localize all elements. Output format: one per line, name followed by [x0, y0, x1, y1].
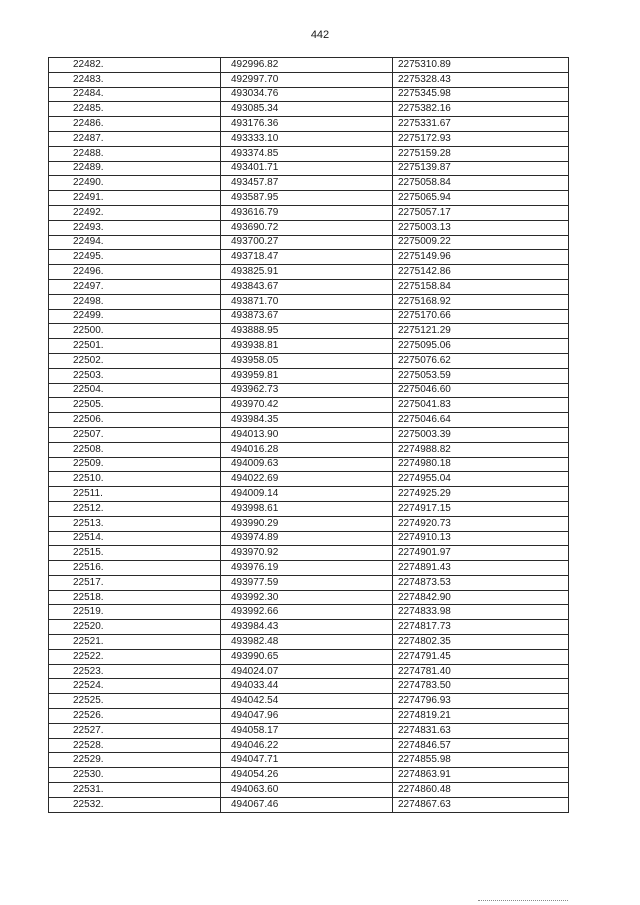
x-coordinate-cell: 493825.91 — [221, 265, 393, 280]
y-coordinate-cell: 2274819.21 — [393, 709, 569, 724]
page-number: 442 — [310, 29, 330, 41]
table-row — [49, 649, 569, 664]
x-coordinate-cell: 493333.10 — [221, 131, 393, 146]
x-coordinate-cell: 493700.27 — [221, 235, 393, 250]
table-row — [49, 620, 569, 635]
y-coordinate-cell: 2275058.84 — [393, 176, 569, 191]
y-coordinate-cell: 2274855.98 — [393, 753, 569, 768]
y-coordinate-cell: 2275009.22 — [393, 235, 569, 250]
point-number-cell: 22519. — [49, 605, 221, 620]
y-coordinate-cell: 2275076.62 — [393, 353, 569, 368]
table-row — [49, 368, 569, 383]
table-row — [49, 87, 569, 102]
point-number-cell: 22506. — [49, 413, 221, 428]
table-row — [49, 58, 569, 73]
y-coordinate-cell: 2275331.67 — [393, 117, 569, 132]
table-row — [49, 442, 569, 457]
point-number-cell: 22504. — [49, 383, 221, 398]
y-coordinate-cell: 2274901.97 — [393, 546, 569, 561]
table-row — [49, 546, 569, 561]
y-coordinate-cell: 2274781.40 — [393, 664, 569, 679]
x-coordinate-cell: 493992.66 — [221, 605, 393, 620]
table-row — [49, 723, 569, 738]
y-coordinate-cell: 2275139.87 — [393, 161, 569, 176]
y-coordinate-cell: 2275382.16 — [393, 102, 569, 117]
point-number-cell: 22507. — [49, 427, 221, 442]
point-number-cell: 22497. — [49, 279, 221, 294]
table-row — [49, 339, 569, 354]
point-number-cell: 22517. — [49, 575, 221, 590]
x-coordinate-cell: 493990.65 — [221, 649, 393, 664]
table-body — [49, 58, 569, 813]
point-number-cell: 22520. — [49, 620, 221, 635]
y-coordinate-cell: 2275003.39 — [393, 427, 569, 442]
y-coordinate-cell: 2275172.93 — [393, 131, 569, 146]
x-coordinate-cell: 493990.29 — [221, 516, 393, 531]
x-coordinate-cell: 493374.85 — [221, 146, 393, 161]
point-number-cell: 22492. — [49, 205, 221, 220]
point-number-cell: 22532. — [49, 797, 221, 812]
y-coordinate-cell: 2275046.60 — [393, 383, 569, 398]
x-coordinate-cell: 494054.26 — [221, 768, 393, 783]
y-coordinate-cell: 2274910.13 — [393, 531, 569, 546]
point-number-cell: 22531. — [49, 783, 221, 798]
x-coordinate-cell: 493976.19 — [221, 561, 393, 576]
table-row — [49, 102, 569, 117]
y-coordinate-cell: 2274796.93 — [393, 694, 569, 709]
table-row — [49, 235, 569, 250]
x-coordinate-cell: 494024.07 — [221, 664, 393, 679]
x-coordinate-cell: 494013.90 — [221, 427, 393, 442]
point-number-cell: 22516. — [49, 561, 221, 576]
y-coordinate-cell: 2275159.28 — [393, 146, 569, 161]
point-number-cell: 22521. — [49, 635, 221, 650]
point-number-cell: 22503. — [49, 368, 221, 383]
y-coordinate-cell: 2275046.64 — [393, 413, 569, 428]
table-row — [49, 398, 569, 413]
table-row — [49, 265, 569, 280]
x-coordinate-cell: 493034.76 — [221, 87, 393, 102]
point-number-cell: 22482. — [49, 58, 221, 73]
x-coordinate-cell: 493690.72 — [221, 220, 393, 235]
point-number-cell: 22505. — [49, 398, 221, 413]
x-coordinate-cell: 494009.14 — [221, 487, 393, 502]
y-coordinate-cell: 2274842.90 — [393, 590, 569, 605]
table-row — [49, 679, 569, 694]
x-coordinate-cell: 493587.95 — [221, 191, 393, 206]
x-coordinate-cell: 494067.46 — [221, 797, 393, 812]
point-number-cell: 22518. — [49, 590, 221, 605]
point-number-cell: 22523. — [49, 664, 221, 679]
table-row — [49, 561, 569, 576]
x-coordinate-cell: 494016.28 — [221, 442, 393, 457]
x-coordinate-cell: 493984.35 — [221, 413, 393, 428]
x-coordinate-cell: 494047.96 — [221, 709, 393, 724]
y-coordinate-cell: 2274917.15 — [393, 501, 569, 516]
point-number-cell: 22498. — [49, 294, 221, 309]
table-row — [49, 383, 569, 398]
table-row — [49, 161, 569, 176]
point-number-cell: 22495. — [49, 250, 221, 265]
table-row — [49, 516, 569, 531]
x-coordinate-cell: 493938.81 — [221, 339, 393, 354]
table-row — [49, 413, 569, 428]
table-row — [49, 309, 569, 324]
y-coordinate-cell: 2275041.83 — [393, 398, 569, 413]
point-number-cell: 22511. — [49, 487, 221, 502]
table-row — [49, 279, 569, 294]
x-coordinate-cell: 492996.82 — [221, 58, 393, 73]
x-coordinate-cell: 492997.70 — [221, 72, 393, 87]
point-number-cell: 22494. — [49, 235, 221, 250]
table-row — [49, 664, 569, 679]
y-coordinate-cell: 2274891.43 — [393, 561, 569, 576]
y-coordinate-cell: 2274791.45 — [393, 649, 569, 664]
point-number-cell: 22500. — [49, 324, 221, 339]
x-coordinate-cell: 493085.34 — [221, 102, 393, 117]
point-number-cell: 22514. — [49, 531, 221, 546]
x-coordinate-cell: 493457.87 — [221, 176, 393, 191]
y-coordinate-cell: 2275065.94 — [393, 191, 569, 206]
table-row — [49, 72, 569, 87]
point-number-cell: 22509. — [49, 457, 221, 472]
y-coordinate-cell: 2274867.63 — [393, 797, 569, 812]
point-number-cell: 22515. — [49, 546, 221, 561]
point-number-cell: 22491. — [49, 191, 221, 206]
y-coordinate-cell: 2274863.91 — [393, 768, 569, 783]
table-row — [49, 176, 569, 191]
y-coordinate-cell: 2274873.53 — [393, 575, 569, 590]
y-coordinate-cell: 2274846.57 — [393, 738, 569, 753]
point-number-cell: 22510. — [49, 472, 221, 487]
table-row — [49, 753, 569, 768]
x-coordinate-cell: 494022.69 — [221, 472, 393, 487]
point-number-cell: 22502. — [49, 353, 221, 368]
point-number-cell: 22486. — [49, 117, 221, 132]
table-row — [49, 250, 569, 265]
x-coordinate-cell: 493958.05 — [221, 353, 393, 368]
x-coordinate-cell: 493176.36 — [221, 117, 393, 132]
y-coordinate-cell: 2275142.86 — [393, 265, 569, 280]
table-row — [49, 531, 569, 546]
point-number-cell: 22490. — [49, 176, 221, 191]
point-number-cell: 22487. — [49, 131, 221, 146]
table-row — [49, 783, 569, 798]
x-coordinate-cell: 493888.95 — [221, 324, 393, 339]
point-number-cell: 22526. — [49, 709, 221, 724]
table-row — [49, 220, 569, 235]
point-number-cell: 22484. — [49, 87, 221, 102]
y-coordinate-cell: 2274920.73 — [393, 516, 569, 531]
point-number-cell: 22499. — [49, 309, 221, 324]
table-row — [49, 501, 569, 516]
point-number-cell: 22485. — [49, 102, 221, 117]
x-coordinate-cell: 493843.67 — [221, 279, 393, 294]
x-coordinate-cell: 494046.22 — [221, 738, 393, 753]
table-row — [49, 590, 569, 605]
point-number-cell: 22512. — [49, 501, 221, 516]
table-row — [49, 294, 569, 309]
x-coordinate-cell: 493718.47 — [221, 250, 393, 265]
y-coordinate-cell: 2274925.29 — [393, 487, 569, 502]
y-coordinate-cell: 2274833.98 — [393, 605, 569, 620]
y-coordinate-cell: 2275170.66 — [393, 309, 569, 324]
y-coordinate-cell: 2275095.06 — [393, 339, 569, 354]
y-coordinate-cell: 2275057.17 — [393, 205, 569, 220]
coordinates-table — [48, 57, 569, 813]
table-row — [49, 324, 569, 339]
point-number-cell: 22530. — [49, 768, 221, 783]
table-row — [49, 131, 569, 146]
table-row — [49, 605, 569, 620]
point-number-cell: 22527. — [49, 723, 221, 738]
x-coordinate-cell: 493982.48 — [221, 635, 393, 650]
x-coordinate-cell: 493871.70 — [221, 294, 393, 309]
x-coordinate-cell: 493974.89 — [221, 531, 393, 546]
x-coordinate-cell: 494047.71 — [221, 753, 393, 768]
point-number-cell: 22529. — [49, 753, 221, 768]
y-coordinate-cell: 2274831.63 — [393, 723, 569, 738]
x-coordinate-cell: 493616.79 — [221, 205, 393, 220]
point-number-cell: 22513. — [49, 516, 221, 531]
table-row — [49, 487, 569, 502]
point-number-cell: 22489. — [49, 161, 221, 176]
table-row — [49, 205, 569, 220]
point-number-cell: 22488. — [49, 146, 221, 161]
table-row — [49, 738, 569, 753]
footer-dotted-line — [478, 900, 568, 901]
table-row — [49, 472, 569, 487]
table-row — [49, 575, 569, 590]
table-row — [49, 694, 569, 709]
y-coordinate-cell: 2275158.84 — [393, 279, 569, 294]
point-number-cell: 22524. — [49, 679, 221, 694]
y-coordinate-cell: 2275345.98 — [393, 87, 569, 102]
table-row — [49, 457, 569, 472]
y-coordinate-cell: 2275149.96 — [393, 250, 569, 265]
x-coordinate-cell: 493962.73 — [221, 383, 393, 398]
y-coordinate-cell: 2275328.43 — [393, 72, 569, 87]
point-number-cell: 22522. — [49, 649, 221, 664]
y-coordinate-cell: 2274802.35 — [393, 635, 569, 650]
y-coordinate-cell: 2274980.18 — [393, 457, 569, 472]
table-row — [49, 117, 569, 132]
y-coordinate-cell: 2275121.29 — [393, 324, 569, 339]
x-coordinate-cell: 494033.44 — [221, 679, 393, 694]
x-coordinate-cell: 493970.92 — [221, 546, 393, 561]
table-row — [49, 635, 569, 650]
x-coordinate-cell: 494042.54 — [221, 694, 393, 709]
x-coordinate-cell: 493998.61 — [221, 501, 393, 516]
table-row — [49, 353, 569, 368]
point-number-cell: 22508. — [49, 442, 221, 457]
table-row — [49, 146, 569, 161]
x-coordinate-cell: 493977.59 — [221, 575, 393, 590]
y-coordinate-cell: 2275053.59 — [393, 368, 569, 383]
x-coordinate-cell: 493401.71 — [221, 161, 393, 176]
y-coordinate-cell: 2274817.73 — [393, 620, 569, 635]
table-row — [49, 768, 569, 783]
point-number-cell: 22496. — [49, 265, 221, 280]
x-coordinate-cell: 494058.17 — [221, 723, 393, 738]
x-coordinate-cell: 493970.42 — [221, 398, 393, 413]
y-coordinate-cell: 2274955.04 — [393, 472, 569, 487]
point-number-cell: 22525. — [49, 694, 221, 709]
y-coordinate-cell: 2274988.82 — [393, 442, 569, 457]
point-number-cell: 22528. — [49, 738, 221, 753]
x-coordinate-cell: 493873.67 — [221, 309, 393, 324]
y-coordinate-cell: 2274860.48 — [393, 783, 569, 798]
x-coordinate-cell: 493992.30 — [221, 590, 393, 605]
x-coordinate-cell: 493984.43 — [221, 620, 393, 635]
table-row — [49, 709, 569, 724]
y-coordinate-cell: 2275310.89 — [393, 58, 569, 73]
x-coordinate-cell: 494009.63 — [221, 457, 393, 472]
table-row — [49, 427, 569, 442]
y-coordinate-cell: 2275003.13 — [393, 220, 569, 235]
y-coordinate-cell: 2274783.50 — [393, 679, 569, 694]
x-coordinate-cell: 493959.81 — [221, 368, 393, 383]
table-row — [49, 191, 569, 206]
point-number-cell: 22501. — [49, 339, 221, 354]
point-number-cell: 22483. — [49, 72, 221, 87]
y-coordinate-cell: 2275168.92 — [393, 294, 569, 309]
table-row — [49, 797, 569, 812]
x-coordinate-cell: 494063.60 — [221, 783, 393, 798]
point-number-cell: 22493. — [49, 220, 221, 235]
